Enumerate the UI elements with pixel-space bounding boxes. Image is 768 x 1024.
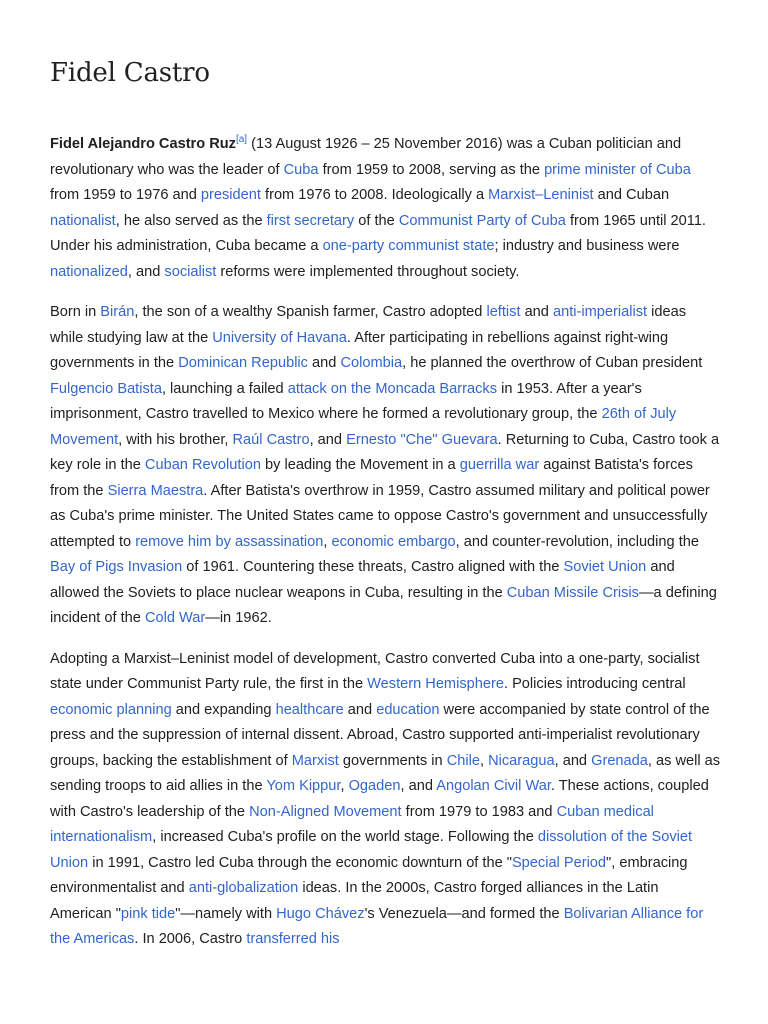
article-link[interactable]: Western Hemisphere	[367, 676, 504, 692]
paragraph-text: , and	[309, 431, 347, 448]
article	[50, 52, 722, 953]
paragraph-text: Born in	[50, 304, 101, 320]
paragraph-text: . After participating in rebellions against right-wing governments in the	[50, 329, 669, 371]
paragraph-text: of the	[354, 212, 399, 229]
article-link[interactable]: president	[200, 187, 261, 203]
paragraph-text: . These actions, coupled with Castro's leadership of the	[50, 778, 709, 820]
article-link[interactable]: anti-imperialist	[552, 304, 648, 320]
paragraph	[50, 300, 722, 632]
article-link[interactable]: one-party communist state	[322, 238, 495, 254]
article-link[interactable]: Cuban Revolution	[144, 457, 261, 473]
article-link[interactable]: Cuba	[283, 161, 319, 178]
paragraph-text: and allowed the Soviets to place nuclear weapons in Cuba, resulting in the	[50, 559, 675, 601]
article-link[interactable]: Cold War	[144, 610, 206, 626]
paragraph-text: in 1991, Castro led Cuba through the economic downturn of the "	[88, 854, 512, 871]
article-link[interactable]: University of Havana	[212, 329, 347, 346]
paragraph-text: , as well as sending troops to aid allies in the	[50, 752, 721, 794]
paragraph-text: (13 August 1926 – 25 November 2016) was a Cuban politician and revolutionary who was the leader of	[50, 136, 682, 178]
paragraph-text: , launching a failed	[161, 380, 288, 397]
paragraph-text: , and counter-revolution, including the	[455, 533, 699, 550]
paragraph-text: , and	[554, 752, 592, 769]
article-link[interactable]: socialist	[164, 263, 217, 280]
paragraph-text: , he also served as the	[115, 212, 267, 229]
article-link[interactable]: dissolution of the Soviet Union	[50, 829, 693, 871]
article-link[interactable]: Chile	[446, 752, 480, 769]
paragraph-text: "—namely with	[175, 905, 277, 922]
paragraph-text: and	[307, 355, 341, 371]
article-link[interactable]: Raúl Castro	[232, 431, 310, 448]
paragraph-text: ,	[479, 752, 489, 769]
article-link[interactable]: Cuban Missile Crisis	[506, 584, 639, 601]
article-link[interactable]: remove him by assassination	[135, 533, 324, 550]
article-link[interactable]: Angolan Civil War	[436, 778, 551, 794]
paragraph-text: from 1976 to 2008. Ideologically a	[260, 187, 489, 203]
paragraph-text: Adopting a Marxist–Leninist model of development, Castro converted Cuba into a one-party, socialist state under Communist Party rule, the first in the	[50, 650, 700, 692]
paragraph-text: in 1953. After a year's imprisonment, Castro travelled to Mexico where he formed a revolutionary group, the	[50, 380, 642, 422]
article-link[interactable]: Sierra Maestra	[107, 482, 204, 499]
paragraph-text: . Policies introducing central	[503, 676, 686, 692]
article-link[interactable]: anti-globalization	[188, 880, 299, 896]
paragraph-text: from 1965 until 2011. Under his administration, Cuba became a	[50, 212, 706, 254]
paragraph-text: and Cuban	[593, 187, 670, 203]
article-link[interactable]: Marxist–Leninist	[488, 187, 594, 203]
article-link[interactable]: guerrilla war	[459, 457, 540, 473]
article-link[interactable]: Nicaragua	[488, 752, 555, 769]
article-link[interactable]: transferred his	[246, 931, 340, 947]
paragraph-text: , with his brother,	[118, 431, 233, 448]
paragraph-text: , the son of a wealthy Spanish farmer, Castro adopted	[134, 304, 487, 320]
article-link[interactable]: nationalized	[50, 263, 128, 280]
footnote-marker[interactable]: [a]	[235, 134, 248, 146]
article-link[interactable]: prime minister of Cuba	[544, 161, 691, 178]
paragraph-text: ,	[323, 533, 332, 550]
paragraph-text: . In 2006, Castro	[134, 931, 247, 947]
subject-name: Fidel Alejandro Castro Ruz	[50, 136, 236, 152]
article-link[interactable]: Bay of Pigs Invasion	[50, 559, 183, 575]
paragraph-text: . Returning to Cuba, Castro took a key role in the	[50, 431, 720, 473]
paragraph-text: and	[343, 701, 377, 718]
paragraph-text: of 1961. Countering these threats, Castro aligned with the	[182, 559, 564, 575]
paragraph-text: and	[520, 304, 553, 320]
article-link[interactable]: 26th of July Movement	[50, 406, 677, 448]
paragraph-text: , he planned the overthrow of Cuban president	[402, 355, 703, 371]
article-link[interactable]: Grenada	[591, 752, 648, 769]
paragraph-text: , and	[127, 263, 165, 280]
paragraph-text: from 1979 to 1983 and	[401, 803, 557, 820]
article-link[interactable]: economic embargo	[331, 533, 456, 550]
paragraph-text: —in 1962.	[205, 610, 272, 626]
article-link[interactable]: healthcare	[275, 701, 344, 718]
article-link[interactable]: leftist	[486, 304, 521, 320]
article-link[interactable]: attack on the Moncada Barracks	[287, 380, 498, 397]
article-link[interactable]: pink tide	[120, 905, 176, 922]
article-link[interactable]: Communist Party of Cuba	[398, 212, 566, 229]
paragraph-text: ideas. In the 2000s, Castro forged alliances in the Latin American "	[50, 880, 659, 922]
paragraph-text: —a defining incident of the	[50, 584, 717, 626]
article-link[interactable]: Dominican Republic	[178, 355, 308, 371]
article-link[interactable]: first secretary	[266, 212, 355, 229]
article-link[interactable]: economic planning	[50, 701, 172, 718]
paragraph-text: reforms were implemented throughout society.	[216, 263, 520, 280]
article-link[interactable]: Cuban medical internationalism	[50, 803, 654, 845]
paragraph-text: , and	[400, 778, 437, 794]
article-link[interactable]: Birán	[100, 304, 135, 320]
paragraph	[50, 132, 722, 285]
article-link[interactable]: nationalist	[50, 212, 116, 229]
paragraph-text: . After Batista's overthrow in 1959, Castro assumed military and political power as Cuba's prime minister. The United States came to oppose Castro's government and unsuccessfully attempted to	[50, 482, 710, 550]
article-body	[50, 132, 722, 953]
article-link[interactable]: Ernesto "Che" Guevara	[346, 431, 498, 448]
paragraph-text: 's Venezuela—and formed the	[364, 905, 564, 922]
paragraph-text: from 1959 to 2008, serving as the	[318, 161, 545, 178]
article-link[interactable]: Fulgencio Batista	[50, 380, 162, 397]
paragraph-text: from 1959 to 1976 and	[50, 187, 201, 203]
article-link[interactable]: Special Period	[511, 854, 607, 871]
paragraph-text: against Batista's forces from the	[50, 457, 693, 499]
paragraph-text: governments in	[338, 752, 447, 769]
paragraph-text: ,	[340, 778, 349, 794]
article-link[interactable]: Non-Aligned Movement	[249, 803, 402, 820]
page-title: Fidel Castro	[50, 58, 210, 88]
paragraph	[50, 647, 722, 953]
paragraph-text: , increased Cuba's profile on the world stage. Following the	[152, 829, 538, 845]
article-link[interactable]: Yom Kippur	[266, 778, 341, 794]
article-link[interactable]: Ogaden	[348, 778, 401, 794]
paragraph-text: and expanding	[171, 701, 276, 718]
article-link[interactable]: Soviet Union	[563, 559, 647, 575]
paragraph-text: ", embracing environmentalist and	[50, 854, 688, 896]
article-link[interactable]: Hugo Chávez	[276, 905, 365, 922]
article-link[interactable]: education	[376, 701, 440, 718]
paragraph-text: ideas while studying law at the	[50, 304, 687, 346]
article-link[interactable]: Marxist	[291, 752, 339, 769]
paragraph-text: ; industry and business were	[494, 238, 680, 254]
article-link[interactable]: Colombia	[340, 355, 403, 371]
paragraph-text: by leading the Movement in a	[260, 457, 460, 473]
paragraph-text: were accompanied by state control of the press and the suppression of internal dissent. Abroad, Castro supported anti-imperialist revolutionary groups, backing the establishment of	[50, 701, 710, 769]
article-link[interactable]: Bolivarian Alliance for the Americas	[50, 905, 704, 947]
